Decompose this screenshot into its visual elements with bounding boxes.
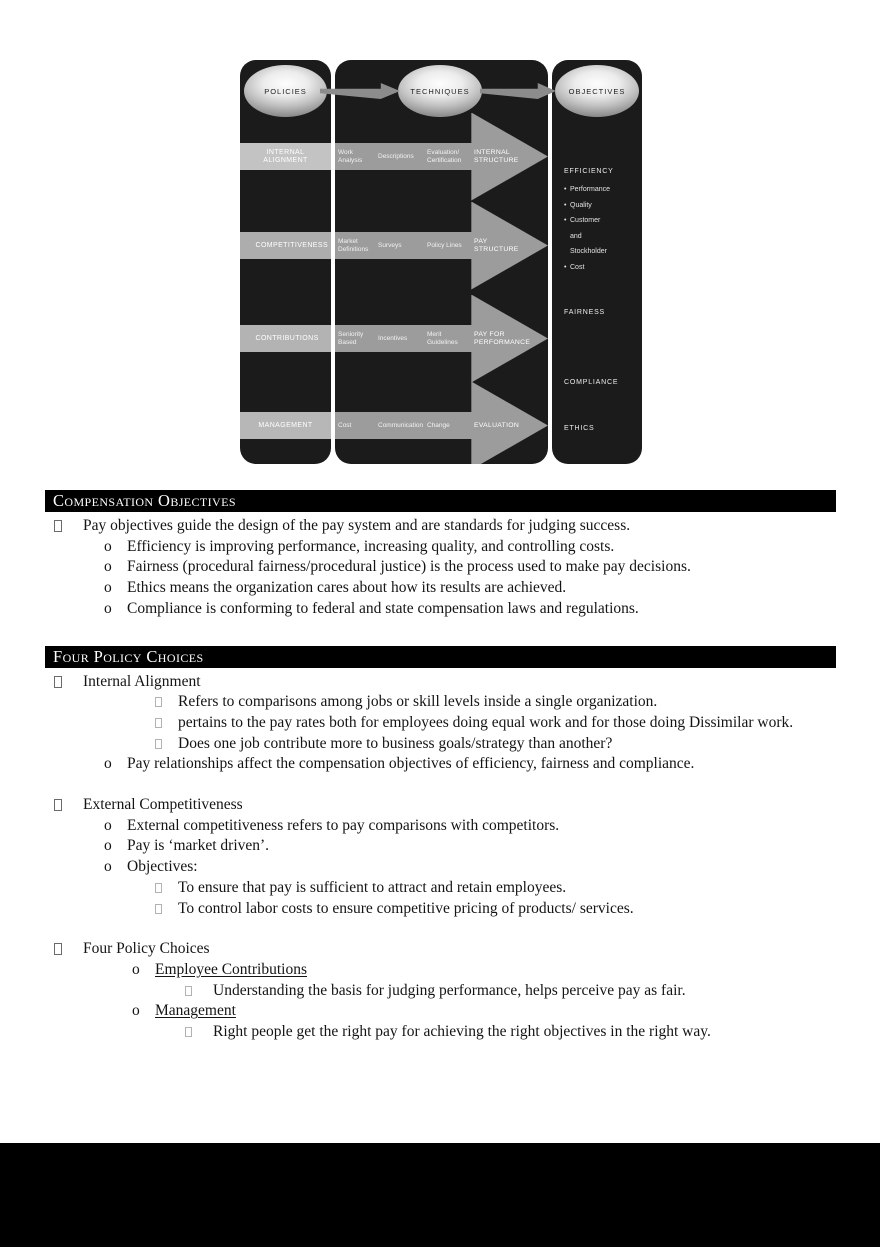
square-bullet-icon [185,981,208,996]
list-item [45,878,836,899]
list-item [45,1001,836,1022]
item-text: Understanding the basis for judging performance, helps perceive pay as fair. [213,981,686,999]
item-text: Efficiency is improving performance, increasing quality, and controlling costs. [127,537,615,555]
item-text: To control labor costs to ensure competitive pricing of products/ services. [178,899,634,917]
item-text: Management [155,1002,236,1020]
list-item [45,754,836,775]
techniques-row-4 [335,412,548,439]
o-bullet-icon: o [132,960,140,978]
efficiency-item [564,182,638,198]
item-text: Objectives: [127,858,198,876]
item-text: External competitiveness refers to pay comparisons with competitors. [127,816,560,834]
list-item [45,734,836,755]
section-header-compensation-objectives [45,490,836,512]
square-bullet-icon [155,713,173,728]
policy-label: INTERNAL ALIGNMENT [263,148,308,164]
o-bullet-icon: o [104,558,112,576]
square-bullet-icon [185,1022,208,1037]
square-bullet-icon [54,516,83,532]
policies-label: POLICIES [264,86,307,96]
o-bullet-icon: o [104,579,112,597]
section-header-four-policy-choices [45,646,836,668]
technique-cell: Merit Guidelines [427,331,458,346]
policy-band-contributions [240,325,331,352]
efficiency-list [564,182,638,275]
o-bullet-icon: o [104,537,112,555]
o-bullet-icon: o [104,599,112,617]
pay-model-diagram [240,60,642,464]
list-item [45,795,836,816]
list-item [45,857,836,878]
section-title: Four Policy Choices [53,646,204,666]
list-item [45,981,836,1002]
techniques-label: TECHNIQUES [410,86,470,96]
four-policy-choices-list [45,672,836,1043]
objectives-panel [552,60,642,464]
item-text: Compliance is conforming to federal and state compensation laws and regulations. [127,599,639,617]
technique-cell: Seniority Based [338,331,364,346]
item-text: Ethics means the organization cares about how its results are achieved. [127,579,567,597]
technique-cell: Policy Lines [427,241,462,249]
technique-result: EVALUATION [474,421,520,429]
item-text: Pay is ‘market driven’. [127,837,270,855]
list-item [45,816,836,837]
technique-result: PAY FOR PERFORMANCE [474,331,531,346]
list-item [45,899,836,920]
efficiency-item-label: Stockholder [570,248,607,255]
technique-cell: Surveys [378,241,402,249]
policy-label: CONTRIBUTIONS [255,334,319,342]
technique-cell: Market Definitions [338,238,369,253]
technique-result: PAY STRUCTURE [474,238,519,253]
square-bullet-icon [155,692,173,707]
item-text: Internal Alignment [83,672,201,690]
efficiency-item [564,213,638,229]
item-text: Refers to comparisons among jobs or skill levels inside a single organization. [178,693,658,711]
techniques-row-3 [335,325,548,352]
item-text: Pay objectives guide the design of the pay system and are standards for judging success. [83,517,631,534]
item-text: pertains to the pay rates both for employees doing equal work and for those doing Dissimilar work. [178,713,794,731]
square-bullet-icon [155,734,173,749]
efficiency-item-label: Customer [570,217,601,224]
efficiency-item [564,260,638,276]
objectives-ellipse [555,65,639,117]
o-bullet-icon: o [132,1002,140,1020]
fairness-label: FAIRNESS [564,309,606,316]
efficiency-title: EFFICIENCY [564,168,614,175]
technique-cell: Change [427,421,450,429]
list-item [45,1022,836,1043]
list-item [45,939,836,960]
item-text: External Competitiveness [83,796,243,814]
efficiency-item-label: Cost [570,263,585,271]
objectives-label: OBJECTIVES [568,86,626,96]
o-bullet-icon: o [104,837,112,855]
objectives-column [564,168,638,433]
efficiency-item-label: Performance [570,186,611,193]
list-item [45,516,836,537]
item-text: Pay relationships affect the compensation objectives of efficiency, fairness and compliance. [127,755,695,773]
techniques-row-1 [335,143,548,170]
item-text: Four Policy Choices [83,940,210,958]
list-item [45,578,836,599]
list-item [45,599,836,620]
bullet-dot: • [564,217,567,224]
efficiency-item-label: and [570,232,582,240]
item-text: Does one job contribute more to business goals/strategy than another? [178,734,613,752]
square-bullet-icon [155,899,173,914]
efficiency-item [564,229,638,245]
policies-panel [240,60,331,464]
list-item [45,836,836,857]
list-item [45,672,836,693]
efficiency-item [564,244,638,260]
policy-band-management [240,412,331,439]
technique-cell: Descriptions [378,152,414,160]
technique-result: INTERNAL STRUCTURE [474,149,519,164]
policy-label: MANAGEMENT [258,421,313,429]
list-item [45,713,836,734]
efficiency-item [564,198,638,214]
list-item [45,692,836,713]
technique-cell: Incentives [378,334,408,342]
policy-band-internal-alignment [240,143,331,170]
techniques-ellipse [398,65,482,117]
square-bullet-icon [155,878,173,893]
technique-cell: Cost [338,421,352,429]
square-bullet-icon [54,795,83,811]
square-bullet-icon [54,939,83,955]
compensation-objectives-list [45,516,836,620]
list-item [45,557,836,578]
technique-cell: Communication [378,421,424,429]
techniques-row-2 [335,232,548,259]
bottom-black-band [0,1143,880,1247]
policies-ellipse [244,65,327,117]
item-text: Right people get the right pay for achieving the right objectives in the right way. [213,1023,711,1041]
square-bullet-icon [54,672,83,688]
o-bullet-icon: o [104,816,112,834]
item-text: To ensure that pay is sufficient to attract and retain employees. [178,878,567,896]
list-item [45,960,836,981]
technique-cell: Work Analysis [338,149,363,164]
policy-label: COMPETITIVENESS [255,241,329,249]
list-item [45,537,836,558]
o-bullet-icon: o [104,858,112,876]
item-text: Fairness (procedural fairness/procedural justice) is the process used to make pay decisions. [127,558,691,576]
efficiency-item-label: Quality [570,201,592,209]
bullet-dot: • [564,186,567,193]
compliance-label: COMPLIANCE [564,379,619,386]
section-title: Compensation Objectives [53,491,236,510]
policy-band-competitiveness [240,232,331,259]
ethics-label: ETHICS [564,425,595,432]
item-text: Employee Contributions [155,960,307,978]
o-bullet-icon: o [104,755,112,773]
bullet-dot: • [564,201,567,209]
techniques-panel [335,60,548,464]
notes-content [45,490,836,1043]
bullet-dot: • [564,263,567,271]
technique-cell: Evaluation/ Certification [427,149,462,164]
